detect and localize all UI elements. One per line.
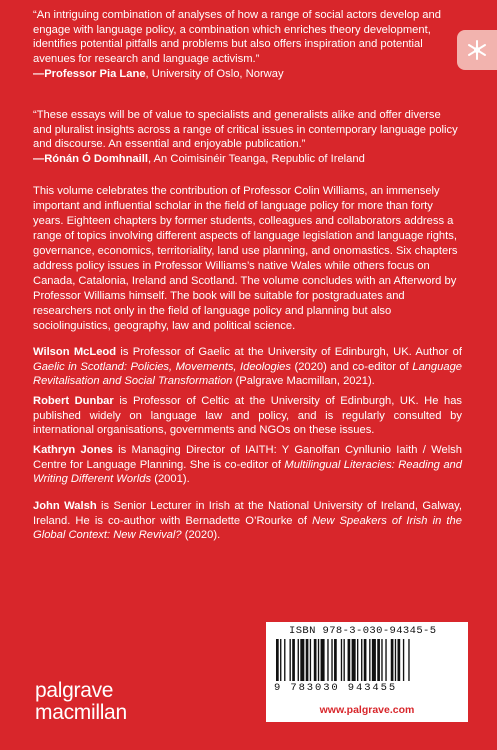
- bio-book-title: New Speakers of Irish in the Global Context: New Revival?: [33, 514, 462, 542]
- quote-attribution: [33, 67, 462, 82]
- logo-line-1: palgrave: [35, 679, 114, 702]
- bio-text: (Palgrave Macmillan, 2021).: [232, 375, 375, 388]
- quote-affiliation: , An Coimisinéir Teanga, Republic of Ireland: [147, 153, 365, 166]
- bio-name: Wilson McLeod: [33, 346, 117, 358]
- logo-line-2: macmillan: [35, 701, 127, 724]
- bio-name: John Walsh: [33, 500, 97, 512]
- bio-robert-dunbar: [33, 394, 462, 438]
- barcode-number: 9 783030 943455: [274, 682, 398, 694]
- bio-book-title: Language Revitalisation and Social Transformation: [33, 360, 463, 388]
- bio-name: Kathryn Jones: [33, 444, 113, 456]
- quote-text: “These essays will be of value to specialists and generalists alike and offer diverse and pluralist insights across a range of critical issues in contemporary language policy and discourse. An essential and enjoyable publication.”: [33, 109, 458, 151]
- bio-book-title: Multilingual Literacies: Reading and Writing Different Worlds: [33, 458, 462, 486]
- bio-text: (2020) and co-editor of: [291, 360, 413, 373]
- palgrave-macmillan-logo: [35, 680, 127, 724]
- bio-text: is Senior Lecturer in Irish at the National University of Ireland, Galway, Ireland. He is co-author with Bernadette O’Rourke of: [33, 500, 462, 527]
- endorsement-quote-2: [33, 108, 462, 167]
- quote-author: —Professor Pia Lane: [33, 67, 146, 80]
- publisher-url[interactable]: www.palgrave.com: [266, 698, 468, 721]
- springer-horse-icon: [457, 30, 497, 70]
- bio-book-title: Gaelic in Scotland: Policies, Movements, Ideologies: [33, 360, 292, 373]
- quote-affiliation: , University of Oslo, Norway: [145, 67, 284, 80]
- bio-wilson-mcleod: [33, 345, 462, 389]
- book-description: This volume celebrates the contribution of Professor Colin Williams, an immensely important and influential scholar in the field of language policy for more than forty years. Eighteen chapters by former students, colleagues and collaborators address a range of topics involving different aspects of language legislation and language rights, governance, economics, territoriality, land use planning, and onomastics. Six chapters address policy issues in Professor Williams’s native Wales while others focus on Canada, Catalonia, Ireland and Scotland. The volume concludes with an Afterword by Professor Williams himself. The book will be suitable for postgraduates and researchers not only in the field of language policy and planning but also sociolinguistics, geography, law and political science.: [33, 185, 458, 332]
- bio-text: (2001).: [151, 473, 190, 486]
- quote-author: —Rónán Ó Domhnaill: [33, 153, 148, 166]
- quote-attribution: [33, 152, 462, 167]
- isbn-text: ISBN 978-3-030-94345-5: [289, 625, 437, 637]
- bio-john-walsh: [33, 499, 462, 543]
- bio-text: (2020).: [181, 529, 221, 542]
- bio-text: is Professor of Gaelic at the University of Edinburgh, UK. Author of: [116, 346, 462, 358]
- bio-text: is Managing Director of IAITH: Y Ganolfan Cynllunio Iaith / Welsh Centre for Language Planning. She is co-editor of: [33, 444, 462, 471]
- barcode-bars: [272, 639, 462, 683]
- quote-text: “An intriguing combination of analyses of how a range of social actors develop and engage with language policy, a combination which enriches theory development, identifies potential pitfalls and problems but also offers inspiration and potential avenues for research and language activism.”: [33, 9, 441, 66]
- bio-name: Robert Dunbar: [33, 395, 114, 407]
- bio-kathryn-jones: [33, 443, 462, 487]
- bio-text: is Professor of Celtic at the University of Edinburgh, UK. He has published widely on language law and policy, and is regularly consulted by international organisations, governments and NGOs on these issues.: [33, 395, 463, 437]
- endorsement-quote-1: [33, 8, 462, 82]
